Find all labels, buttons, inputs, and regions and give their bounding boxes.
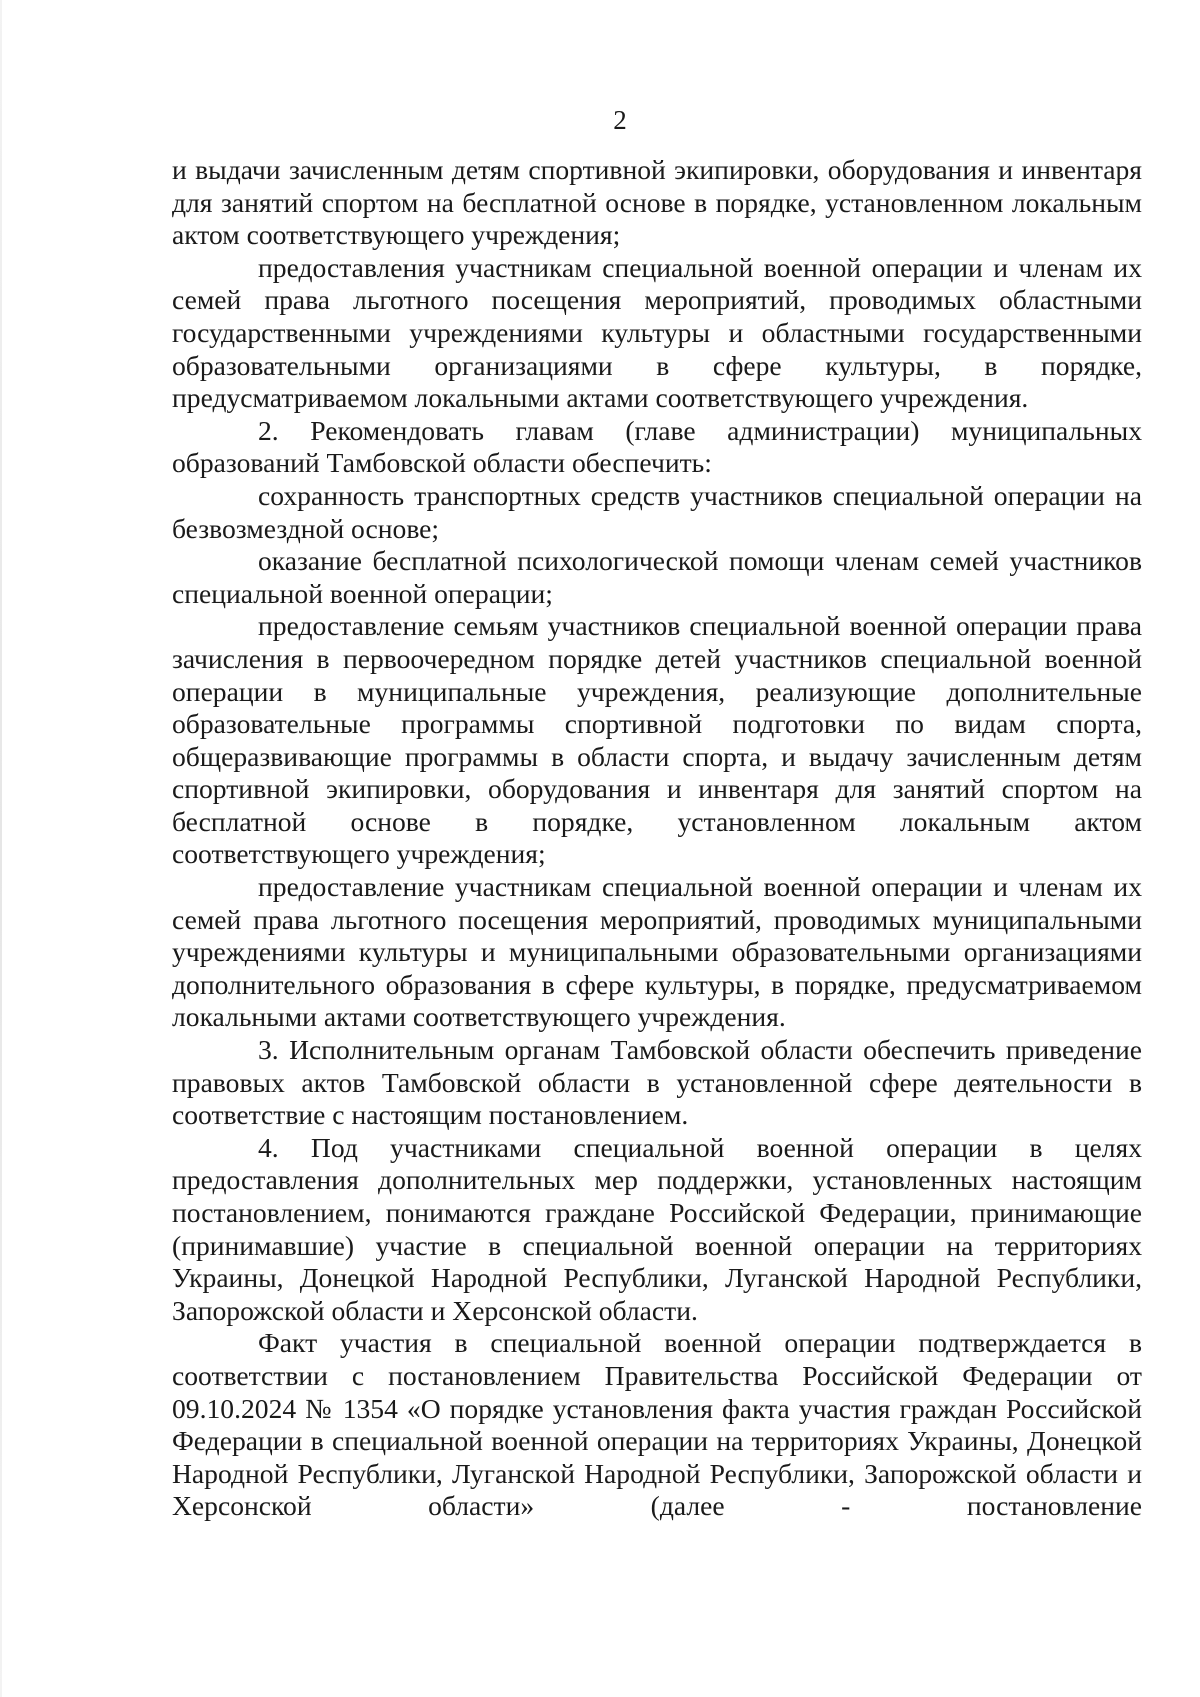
paragraph-item-2: 2. Рекомендовать главам (главе администрации) муниципальных образований Тамбовской области обеспечить: bbox=[172, 414, 1142, 479]
paragraph-psychological-help: оказание бесплатной психологической помощи членам семей участников специальной военной операции; bbox=[172, 545, 1142, 609]
scan-edge bbox=[0, 0, 2, 1697]
document-body bbox=[172, 154, 1142, 1523]
paragraph-item-3: 3. Исполнительным органам Тамбовской области обеспечить приведение правовых актов Тамбовской области в установленной сфере деятельности в соответствие с настоящим постановлением. bbox=[172, 1034, 1142, 1131]
page-number: 2 bbox=[613, 105, 627, 135]
paragraph-item-4: 4. Под участниками специальной военной операции в целях предоставления дополнительных мер поддержки, установленных настоящим постановлением, понимаются граждане Российской Федерации, принимающие (принимавшие) участие в специальной военной операции на территориях Украины, Донецкой Народной Республики, Луганской Народной Республики, Запорожской области и Херсонской области. bbox=[172, 1131, 1142, 1326]
paragraph-cultural-benefits-municipal: предоставление участникам специальной военной операции и членам их семей права льготного посещения мероприятий, проводимых муниципальными учреждениями культуры и муниципальными образовательными организациями дополнительного образования в сфере культуры, в порядке, предусматриваемом локальными актами соответствующего учреждения. bbox=[172, 871, 1142, 1033]
paragraph-continuation: и выдачи зачисленным детям спортивной экипировки, оборудования и инвентаря для занятий спортом на бесплатной основе в порядке, установленном локальным актом соответствующего учреждения; bbox=[172, 154, 1142, 251]
paragraph-cultural-benefits-regional: предоставления участникам специальной военной операции и членам их семей права льготного посещения мероприятий, проводимых областными государственными учреждениями культуры и областными государственными образовательными организациями в сфере культуры, в порядке, предусматриваемом локальными актами соответствующего учреждения. bbox=[172, 251, 1142, 414]
paragraph-participation-fact: Факт участия в специальной военной операции подтверждается в соответствии с постановлением Правительства Российской Федерации от 09.10.2024 № 1354 «О порядке установления факта участия граждан Российской Федерации в специальной военной операции на территориях Украины, Донецкой Народной Республики, Луганской Народной Республики, Запорожской области и Херсонской области» (далее - постановление bbox=[172, 1327, 1142, 1522]
paragraph-vehicle-storage: сохранность транспортных средств участников специальной операции на безвозмездной основе; bbox=[172, 479, 1142, 544]
paragraph-sports-enrollment: предоставление семьям участников специальной военной операции права зачисления в первоочередном порядке детей участников специальной военной операции в муниципальные учреждения, реализующие дополнительные образовательные программы спортивной подготовки по видам спорта, общеразвивающие программы в области спорта, и выдачу зачисленным детям спортивной экипировки, оборудования и инвентаря для занятий спортом на бесплатной основе в порядке, установленном локальным актом соответствующего учреждения; bbox=[172, 610, 1142, 870]
